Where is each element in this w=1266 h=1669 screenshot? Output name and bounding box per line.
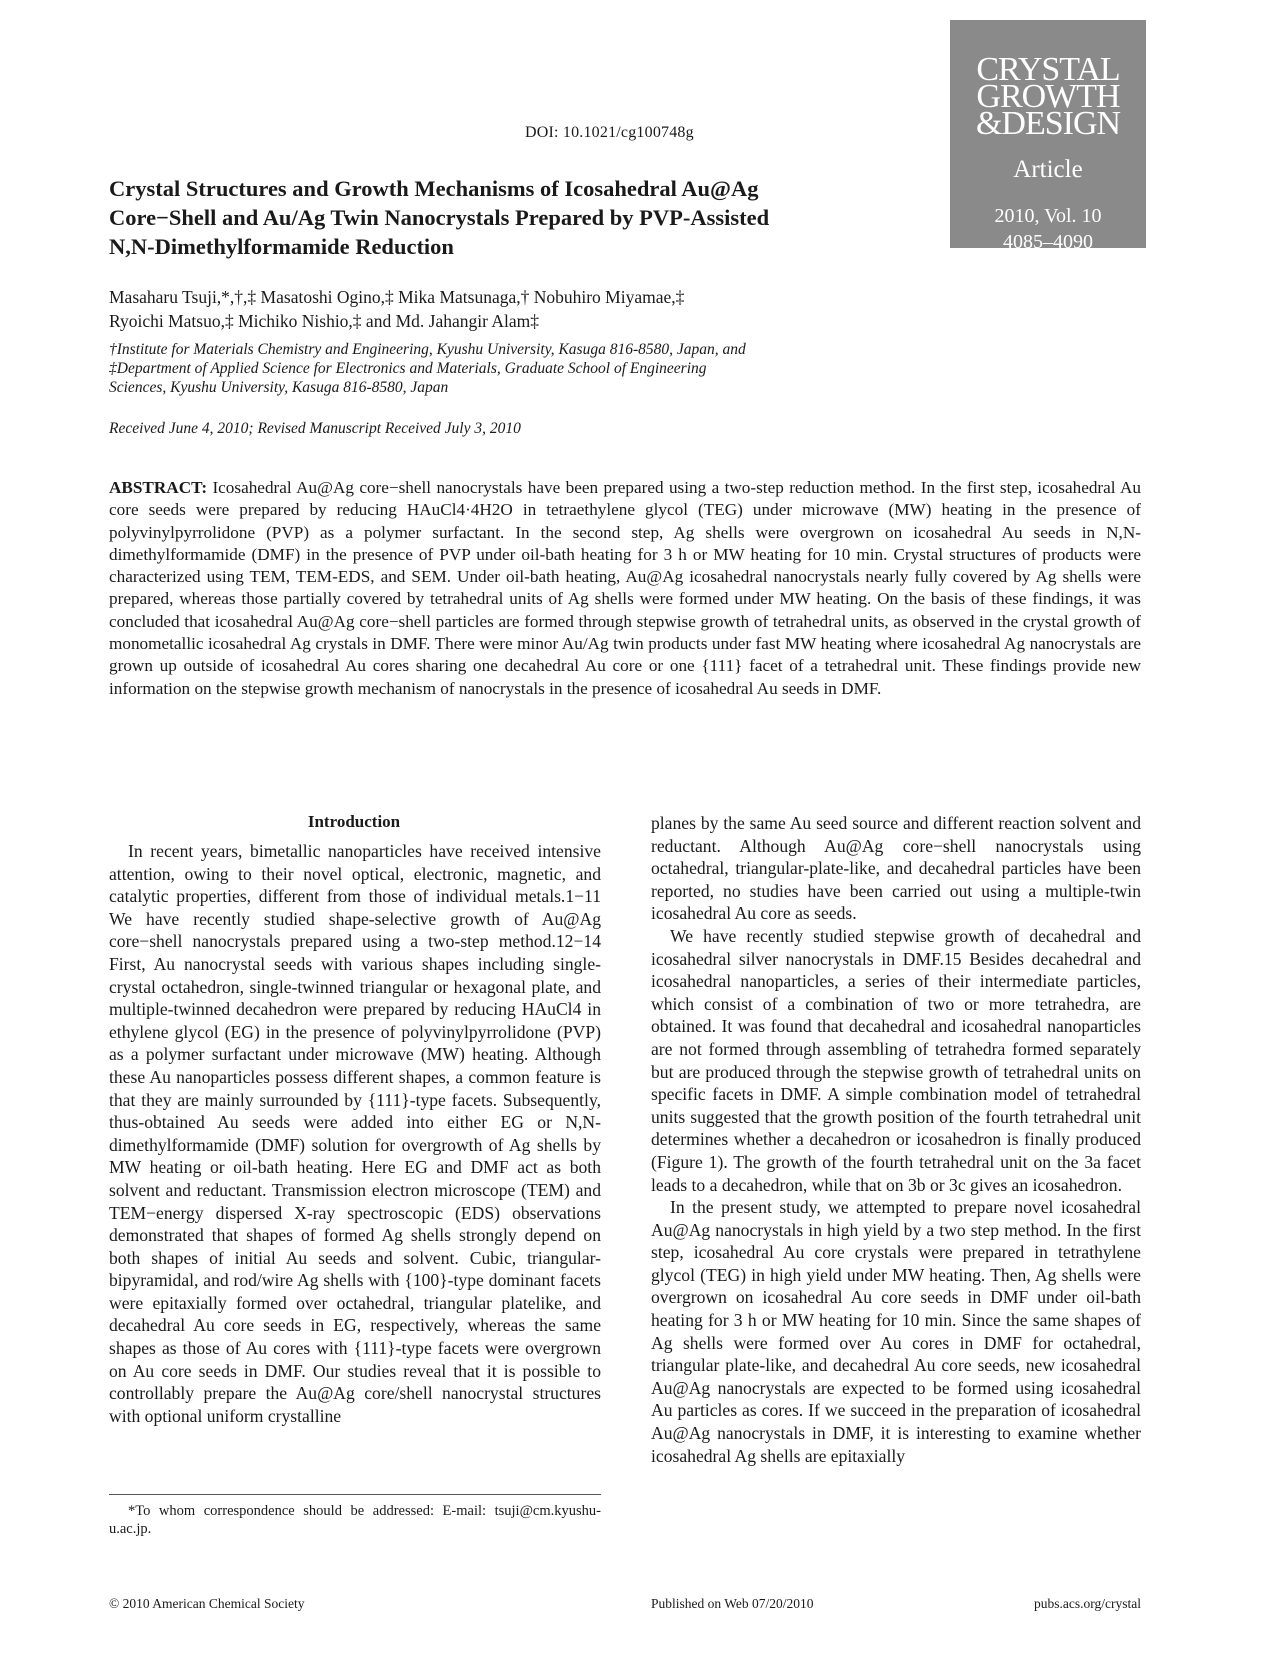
paragraph: planes by the same Au seed source and different reaction solvent and reductant. Although Au@Ag core−shell nanocrystals using octahedral, triangular-plate-like, and decahedral particles have been reported, no studies have been carried out using a multiple-twin icosahedral Au core as seeds. <box>651 813 1141 924</box>
published-date: Published on Web 07/20/2010 <box>651 1596 814 1611</box>
article-title <box>109 174 869 261</box>
author-list <box>109 285 869 333</box>
abstract <box>109 477 1141 700</box>
journal-volume <box>950 203 1146 255</box>
affiliations <box>109 340 889 397</box>
pages-line: 4085–4090 <box>1003 231 1093 253</box>
journal-logo-line3: &DESIGN <box>975 105 1121 142</box>
copyright-notice: © 2010 American Chemical Society <box>109 1596 305 1611</box>
title-line: Crystal Structures and Growth Mechanisms of Icosahedral Au@Ag <box>109 176 759 201</box>
received-dates: Received June 4, 2010; Revised Manuscript Received July 3, 2010 <box>109 420 521 437</box>
journal-badge <box>950 20 1146 253</box>
paragraph: In recent years, bimetallic nanoparticles have received intensive attention, owing to their novel optical, electronic, magnetic, and catalytic properties, different from those of individual metals.1−11 We have recently studied shape-selective growth of Au@Ag core−shell nanocrystals prepared using a two-step method.12−14 First, Au nanocrystal seeds with various shapes including single-crystal octahedron, single-twinned triangular or hexagonal plate, and multiple-twinned decahedron were prepared by reducing HAuCl4 in ethylene glycol (EG) in the presence of polyvinylpyrrolidone (PVP) as a polymer surfactant under microwave (MW) heating. Although these Au nanoparticles possess different shapes, a common feature is that they are mainly surrounded by {111}-type facets. Subsequently, thus-obtained Au seeds were added into either EG or N,N-dimethylformamide (DMF) solution for overgrowth of Ag shells by MW heating or oil-bath heating. Here EG and DMF act as both solvent and reductant. Transmission electron microscope (TEM) and TEM−energy dispersed X-ray spectroscopic (EDS) observations demonstrated that shapes of formed Ag shells strongly depend on both shapes of initial Au seeds and solvent. Cubic, triangular-bipyramidal, and rod/wire Ag shells with {100}-type dominant facets were epitaxially formed over octahedral, triangular platelike, and decahedral Au core seeds in EG, respectively, whereas the same shapes as those of Au cores with {111}-type facets were overgrown on Au core seeds in DMF. Our studies reveal that it is possible to controllably prepare the Au@Ag core/shell nanocrystal structures with optional uniform crystalline <box>109 841 601 1426</box>
journal-logo-line1: CRYSTAL <box>976 51 1120 88</box>
paragraph: We have recently studied stepwise growth of decahedral and icosahedral silver nanocrystals in DMF.15 Besides decahedral and icosahedral nanoparticles, a series of their intermediate particles, which consist of a combination of two or more tetrahedra, are obtained. It was found that decahedral and icosahedral nanoparticles are not formed through assembling of tetrahedra formed separately but are produced through the stepwise growth of tetrahedral units on specific facets in DMF. A simple combination model of tetrahedral units suggested that the growth position of the fourth tetrahedral unit determines whether a decahedron or icosahedron is finally produced (Figure 1). The growth of the fourth tetrahedral unit on the 3a facet leads to a decahedron, while that on 3b or 3c gives an icosahedron. <box>651 925 1141 1195</box>
paragraph: In the present study, we attempted to prepare novel icosahedral Au@Ag nanocrystals in high yield by a two step method. In the first step, icosahedral Au core crystals were prepared in tetrathylene glycol (TEG) in high yield under MW heating. Then, Ag shells were overgrown on icosahedral Au core seeds in DMF under oil-bath heating for 3 h or MW heating for 10 min. Since the same shapes of Ag shells were formed over Au cores in DMF for octahedral, triangular plate-like, and decahedral Au core seeds, new icosahedral Au@Ag nanocrystals are expected to be formed using icosahedral Au particles as cores. If we succeed in the preparation of icosahedral Au@Ag nanocrystals in DMF, it is interesting to examine whether icosahedral Ag shells are epitaxially <box>651 1197 1141 1466</box>
article-type: Article <box>1013 156 1083 183</box>
title-line: N,N-Dimethylformamide Reduction <box>109 234 454 259</box>
author-line: Masaharu Tsuji,*,†,‡ Masatoshi Ogino,‡ Mika Matsunaga,† Nobuhiro Miyamae,‡ <box>109 287 685 307</box>
abstract-label: ABSTRACT: <box>109 478 208 497</box>
body-column-right <box>651 812 1141 1467</box>
affiliation-line: †Institute for Materials Chemistry and Engineering, Kyushu University, Kasuga 816-8580, Japan, and <box>109 341 746 358</box>
footnote-divider <box>109 1494 601 1495</box>
affiliation-line: ‡Department of Applied Science for Electronics and Materials, Graduate School of Engineering <box>109 360 707 377</box>
author-line: Ryoichi Matsuo,‡ Michiko Nishio,‡ and Md. Jahangir Alam‡ <box>109 311 539 331</box>
doi: DOI: 10.1021/cg100748g <box>525 124 694 141</box>
volume-line: 2010, Vol. 10 <box>994 205 1102 227</box>
correspondence-footnote <box>109 1502 601 1538</box>
journal-logo-line2: GROWTH <box>976 78 1120 115</box>
journal-url-link[interactable]: pubs.acs.org/crystal <box>1034 1596 1141 1611</box>
body-column-left <box>109 840 601 1427</box>
affiliation-line: Sciences, Kyushu University, Kasuga 816-8580, Japan <box>109 379 449 396</box>
abstract-text: Icosahedral Au@Ag core−shell nanocrystals have been prepared using a two-step reduction method. In the first step, icosahedral Au core seeds were prepared by reducing HAuCl4·4H2O in tetraethylene glycol (TEG) under microwave (MW) heating in the presence of polyvinylpyrrolidone (PVP) as a polymer surfactant. In the second step, Ag shells were overgrown on icosahedral Au seeds in N,N-dimethylformamide (DMF) in the presence of PVP under oil-bath heating for 3 h or MW heating for 10 min. Crystal structures of products were characterized using TEM, TEM-EDS, and SEM. Under oil-bath heating, Au@Ag icosahedral nanocrystals nearly fully covered by Ag shells were prepared, whereas those partially covered by tetrahedral units of Ag shells were formed under MW heating. On the basis of these findings, it was concluded that icosahedral Au@Ag core−shell particles are formed through stepwise growth of tetrahedral units, as observed in the crystal growth of monometallic icosahedral Ag crystals in DMF. There were minor Au/Ag twin products under fast MW heating where icosahedral Ag nanocrystals are grown up outside of icosahedral Au cores sharing one decahedral Au core or one {111} facet of a tetrahedral unit. These findings provide new information on the stepwise growth mechanism of nanocrystals in the presence of icosahedral Au seeds in DMF. <box>109 478 1142 698</box>
title-line: Core−Shell and Au/Ag Twin Nanocrystals Prepared by PVP-Assisted <box>109 205 770 230</box>
footnote-text: *To whom correspondence should be addressed: E-mail: tsuji@cm.kyushu-u.ac.jp. <box>109 1503 601 1537</box>
section-heading-introduction: Introduction <box>307 812 401 831</box>
